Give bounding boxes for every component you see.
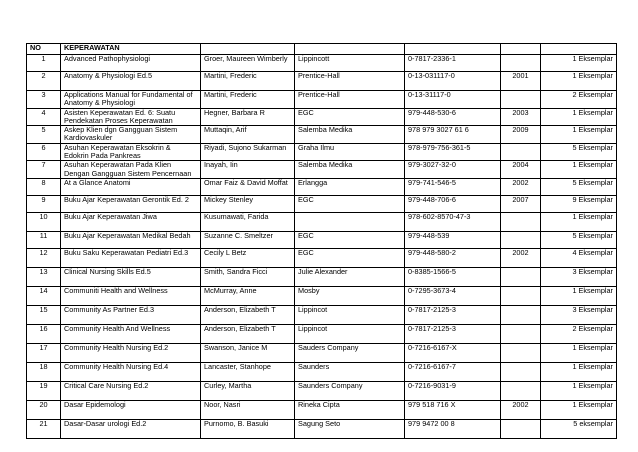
cell-year: 2002: [501, 178, 541, 195]
cell-title: Community Health And Wellness: [61, 324, 201, 343]
cell-year: [501, 343, 541, 362]
cell-title: Buku Ajar Keperawatan Gerontik Ed. 2: [61, 195, 201, 212]
cell-title: Communiti Health and Wellness: [61, 286, 201, 305]
cell-no: 2: [27, 72, 61, 91]
cell-qty: 1 Eksemplar: [541, 343, 617, 362]
cell-isbn: 0-7216-9031-9: [405, 381, 501, 400]
cell-isbn: 979-448-539: [405, 231, 501, 248]
header-no: NO: [27, 44, 61, 55]
cell-isbn: 0-13-31117-0: [405, 91, 501, 109]
header-row: [27, 44, 617, 55]
cell-title: Asuhan Keperawatan Pada Klien Dengan Gangguan Sistem Pencernaan: [61, 161, 201, 179]
cell-author: Omar Faiz & David Moffat: [201, 178, 295, 195]
cell-year: [501, 231, 541, 248]
cell-no: 5: [27, 126, 61, 144]
cell-publisher: Erlangga: [295, 178, 405, 195]
cell-publisher: EGC: [295, 195, 405, 212]
cell-no: 21: [27, 419, 61, 438]
table-row: [27, 212, 617, 231]
cell-isbn: 979-448-530-6: [405, 108, 501, 126]
cell-year: [501, 305, 541, 324]
cell-publisher: EGC: [295, 231, 405, 248]
cell-no: 10: [27, 212, 61, 231]
cell-no: 18: [27, 362, 61, 381]
cell-publisher: Julie Alexander: [295, 267, 405, 286]
cell-qty: 1 Eksemplar: [541, 286, 617, 305]
cell-qty: 1 Eksemplar: [541, 72, 617, 91]
cell-isbn: 0-13-031117-0: [405, 72, 501, 91]
table-row: [27, 305, 617, 324]
cell-publisher: Rineka Cipta: [295, 400, 405, 419]
cell-author: Martini, Frederic: [201, 91, 295, 109]
cell-isbn: 0-7817-2125-3: [405, 305, 501, 324]
table-row: [27, 91, 617, 109]
cell-year: [501, 267, 541, 286]
header-blank: [405, 44, 501, 55]
cell-qty: 4 Eksemplar: [541, 248, 617, 267]
cell-no: 20: [27, 400, 61, 419]
cell-isbn: 979-3027-32-0: [405, 161, 501, 179]
cell-author: Riyadi, Sujono Sukarman: [201, 143, 295, 161]
cell-author: Muttaqin, Arif: [201, 126, 295, 144]
cell-no: 3: [27, 91, 61, 109]
cell-no: 14: [27, 286, 61, 305]
cell-year: [501, 419, 541, 438]
header-blank: [541, 44, 617, 55]
cell-qty: 5 Eksemplar: [541, 143, 617, 161]
cell-author: Curley, Martha: [201, 381, 295, 400]
cell-qty: 3 Eksemplar: [541, 267, 617, 286]
cell-author: Inayah, Iin: [201, 161, 295, 179]
cell-publisher: Prentice-Hall: [295, 72, 405, 91]
cell-title: Critical Care Nursing Ed.2: [61, 381, 201, 400]
table-row: [27, 362, 617, 381]
cell-qty: 2 Eksemplar: [541, 91, 617, 109]
cell-no: 12: [27, 248, 61, 267]
cell-author: Anderson, Elizabeth T: [201, 305, 295, 324]
table-row: [27, 248, 617, 267]
table-row: [27, 324, 617, 343]
cell-publisher: Salemba Medika: [295, 161, 405, 179]
cell-qty: 1 Eksemplar: [541, 362, 617, 381]
cell-title: Anatomy & Physiologi Ed.5: [61, 72, 201, 91]
cell-qty: 2 Eksemplar: [541, 324, 617, 343]
cell-isbn: 979 9472 00 8: [405, 419, 501, 438]
cell-qty: 1 Eksemplar: [541, 108, 617, 126]
table-row: [27, 72, 617, 91]
cell-no: 11: [27, 231, 61, 248]
table-row: [27, 161, 617, 179]
cell-author: Suzanne C. Smeltzer: [201, 231, 295, 248]
cell-author: Kusumawati, Farida: [201, 212, 295, 231]
book-list-table: [26, 43, 617, 439]
cell-author: Noor, Nasri: [201, 400, 295, 419]
cell-year: [501, 381, 541, 400]
cell-year: [501, 286, 541, 305]
cell-qty: 5 Eksemplar: [541, 231, 617, 248]
cell-year: 2007: [501, 195, 541, 212]
cell-no: 17: [27, 343, 61, 362]
header-blank: [501, 44, 541, 55]
table-body: [27, 44, 617, 439]
cell-isbn: 979-741-546-5: [405, 178, 501, 195]
cell-year: [501, 143, 541, 161]
cell-no: 13: [27, 267, 61, 286]
cell-isbn: 0-7295-3673-4: [405, 286, 501, 305]
table-row: [27, 55, 617, 72]
cell-isbn: 978-979-756-361-5: [405, 143, 501, 161]
cell-title: Buku Ajar Keperawatan Jiwa: [61, 212, 201, 231]
cell-qty: 1 Eksemplar: [541, 55, 617, 72]
cell-isbn: 979-448-706-6: [405, 195, 501, 212]
cell-author: McMurray, Anne: [201, 286, 295, 305]
table-row: [27, 178, 617, 195]
cell-title: Dasar-Dasar urologi Ed.2: [61, 419, 201, 438]
cell-year: [501, 362, 541, 381]
cell-publisher: Saunders: [295, 362, 405, 381]
cell-publisher: Lippincot: [295, 324, 405, 343]
cell-title: Clinical Nursing Skills Ed.5: [61, 267, 201, 286]
cell-year: 2002: [501, 248, 541, 267]
cell-title: Community Health Nursing Ed.2: [61, 343, 201, 362]
cell-isbn: 978-602-8570-47-3: [405, 212, 501, 231]
cell-year: [501, 212, 541, 231]
table-row: [27, 286, 617, 305]
cell-qty: 5 Eksemplar: [541, 178, 617, 195]
table-row: [27, 381, 617, 400]
cell-publisher: Saunders Company: [295, 381, 405, 400]
table-row: [27, 400, 617, 419]
cell-isbn: 0-7817-2336-1: [405, 55, 501, 72]
cell-no: 4: [27, 108, 61, 126]
cell-isbn: 0-7817-2125-3: [405, 324, 501, 343]
cell-qty: 1 Eksemplar: [541, 161, 617, 179]
cell-isbn: 979-448-580-2: [405, 248, 501, 267]
cell-author: Hegner, Barbara R: [201, 108, 295, 126]
cell-isbn: 0-7216-6167-X: [405, 343, 501, 362]
header-title: KEPERAWATAN: [61, 44, 201, 55]
header-blank: [201, 44, 295, 55]
cell-qty: 5 eksemplar: [541, 419, 617, 438]
cell-no: 19: [27, 381, 61, 400]
cell-year: 2009: [501, 126, 541, 144]
cell-publisher: Mosby: [295, 286, 405, 305]
cell-title: At a Glance Anatomi: [61, 178, 201, 195]
cell-qty: 1 Eksemplar: [541, 126, 617, 144]
cell-author: Groer, Maureen Wimberly: [201, 55, 295, 72]
cell-title: Buku Ajar Keperawatan Medikal Bedah: [61, 231, 201, 248]
cell-publisher: Sagung Seto: [295, 419, 405, 438]
cell-year: 2003: [501, 108, 541, 126]
table-row: [27, 108, 617, 126]
cell-publisher: Lippincott: [295, 55, 405, 72]
cell-year: [501, 324, 541, 343]
cell-isbn: 979 518 716 X: [405, 400, 501, 419]
cell-qty: 9 Eksemplar: [541, 195, 617, 212]
cell-isbn: 0-8385-1566-5: [405, 267, 501, 286]
cell-title: Asuhan Keperawatan Eksokrin & Edokrin Pada Pankreas: [61, 143, 201, 161]
cell-publisher: Graha Ilmu: [295, 143, 405, 161]
cell-title: Asisten Keperawatan Ed. 6: Suatu Pendekatan Proses Keperawatan: [61, 108, 201, 126]
cell-no: 16: [27, 324, 61, 343]
table-row: [27, 126, 617, 144]
table-row: [27, 343, 617, 362]
cell-no: 15: [27, 305, 61, 324]
cell-author: Purnomo, B. Basuki: [201, 419, 295, 438]
cell-title: Advanced Pathophysiologi: [61, 55, 201, 72]
cell-no: 6: [27, 143, 61, 161]
cell-author: Cecily L Betz: [201, 248, 295, 267]
cell-qty: 1 Eksemplar: [541, 381, 617, 400]
table-row: [27, 419, 617, 438]
cell-isbn: 0-7216-6167-7: [405, 362, 501, 381]
cell-year: [501, 55, 541, 72]
cell-publisher: Lippincot: [295, 305, 405, 324]
cell-author: Anderson, Elizabeth T: [201, 324, 295, 343]
cell-qty: 1 Eksemplar: [541, 400, 617, 419]
cell-author: Mickey Stenley: [201, 195, 295, 212]
table-row: [27, 195, 617, 212]
cell-author: Smith, Sandra Ficci: [201, 267, 295, 286]
cell-no: 9: [27, 195, 61, 212]
cell-publisher: Salemba Medika: [295, 126, 405, 144]
cell-publisher: Sauders Company: [295, 343, 405, 362]
cell-title: Askep Klien dgn Gangguan Sistem Kardiovaskuler: [61, 126, 201, 144]
cell-title: Community As Partner Ed.3: [61, 305, 201, 324]
cell-no: 1: [27, 55, 61, 72]
cell-qty: 1 Eksemplar: [541, 212, 617, 231]
table-row: [27, 143, 617, 161]
cell-author: Martini, Frederic: [201, 72, 295, 91]
table-row: [27, 267, 617, 286]
cell-no: 7: [27, 161, 61, 179]
cell-author: Swanson, Janice M: [201, 343, 295, 362]
header-blank: [295, 44, 405, 55]
cell-no: 8: [27, 178, 61, 195]
cell-year: 2001: [501, 72, 541, 91]
cell-author: Lancaster, Stanhope: [201, 362, 295, 381]
cell-year: 2004: [501, 161, 541, 179]
cell-publisher: Prentice-Hall: [295, 91, 405, 109]
cell-title: Buku Saku Keperawatan Pediatri Ed.3: [61, 248, 201, 267]
cell-year: 2002: [501, 400, 541, 419]
cell-publisher: [295, 212, 405, 231]
cell-publisher: EGC: [295, 108, 405, 126]
cell-isbn: 978 979 3027 61 6: [405, 126, 501, 144]
cell-qty: 3 Eksemplar: [541, 305, 617, 324]
cell-publisher: EGC: [295, 248, 405, 267]
cell-title: Community Health Nursing Ed.4: [61, 362, 201, 381]
cell-title: Dasar Epidemologi: [61, 400, 201, 419]
cell-title: Applications Manual for Fundamental of Anatomy & Physiologi: [61, 91, 201, 109]
cell-year: [501, 91, 541, 109]
table-row: [27, 231, 617, 248]
